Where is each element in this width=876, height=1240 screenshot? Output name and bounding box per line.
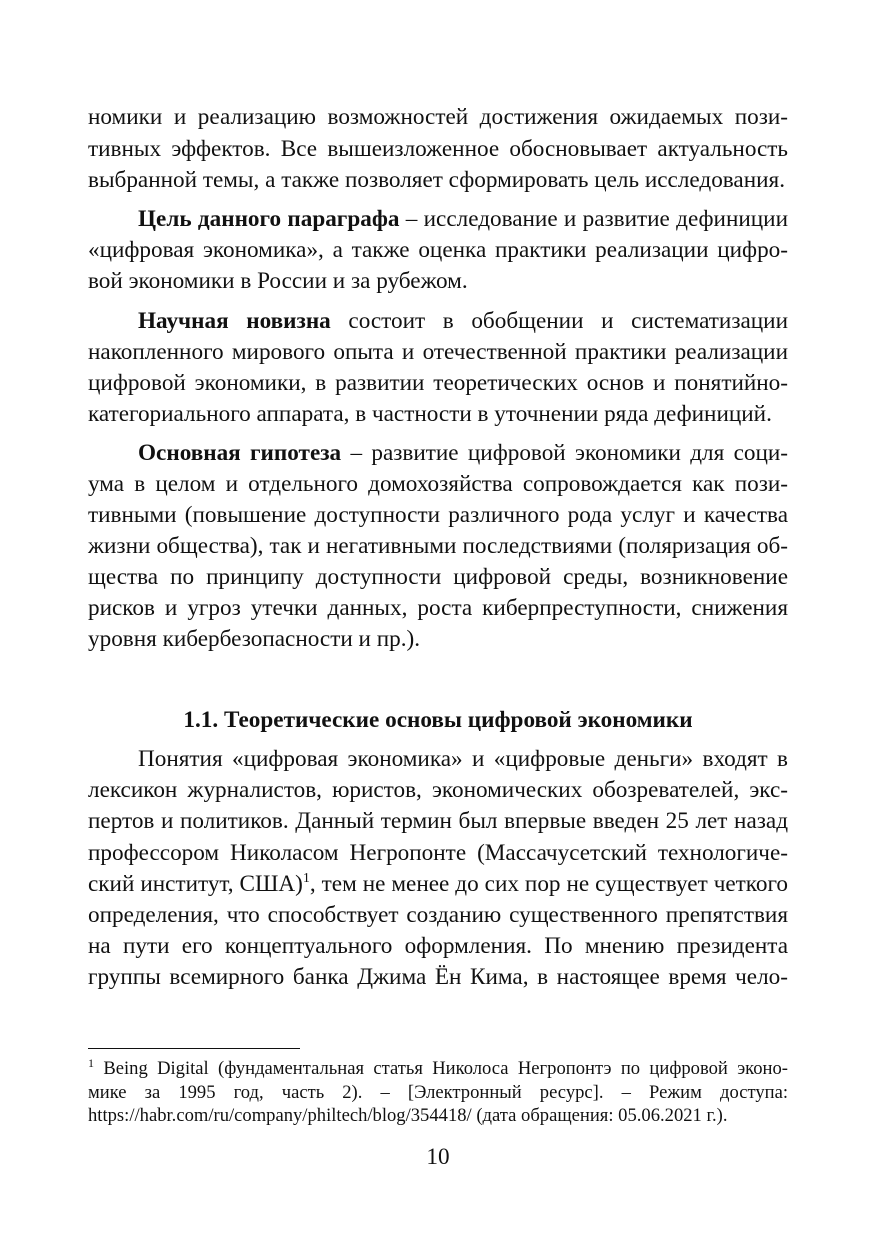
paragraph-line: цифровой экономики, в развитии теоретических основ и понятийно-	[88, 370, 788, 396]
paragraph-line: на пути его концептуального оформления. По мнению президента	[88, 933, 788, 959]
paragraph-line: лексикон журналистов, юристов, экономических обозревателей, экс-	[88, 777, 788, 803]
page-number: 10	[426, 1144, 450, 1170]
hypothesis-term: Основная гипотеза	[138, 440, 342, 466]
paragraph-goal-first-line	[138, 204, 788, 234]
footnote-mark: 1	[88, 1056, 94, 1070]
paragraph-hypothesis-first-line	[138, 438, 788, 468]
goal-term: Цель данного параграфа	[138, 206, 400, 232]
paragraph-line: тивными (повышение доступности различного рода услуг и качества	[88, 502, 788, 528]
paragraph-line: Понятия «цифровая экономика» и «цифровые деньги» входят в	[138, 746, 788, 772]
paragraph-line: накопленного мирового опыта и отечественной практики реализации	[88, 339, 788, 365]
paragraph-novelty-first-line	[138, 306, 788, 336]
document-page	[88, 0, 788, 1240]
paragraph-line: тивных эффектов. Все вышеизложенное обосновывает актуальность	[88, 136, 788, 162]
paragraph-line: уровня кибербезопасности и пр.).	[88, 626, 421, 652]
paragraph-line: вой экономики в России и за рубежом.	[88, 268, 468, 294]
paragraph-line: выбранной темы, а также позволяет сформировать цель исследования.	[88, 167, 786, 193]
footnote-reference[interactable]: 1	[302, 871, 310, 886]
footnote-text: Being Digital (фундаментальная статья Николоса Негропонтэ по цифровой эконо-	[94, 1058, 788, 1079]
paragraph-line: пертов и политиков. Данный термин был впервые введен 25 лет назад	[88, 808, 788, 834]
novelty-text: состоит в обобщении и систематизации	[330, 308, 788, 334]
paragraph-line: номики и реализацию возможностей достижения ожидаемых пози-	[88, 104, 788, 130]
footnote-url-line[interactable]: https://habr.com/ru/company/philtech/blog/354418/ (дата обращения: 05.06.2021 г.).	[88, 1105, 728, 1126]
footnote-line: мике за 1995 год, часть 2). – [Электронный ресурс]. – Режим доступа:	[88, 1082, 788, 1103]
paragraph-line: группы всемирного банка Джима Ён Кима, в настоящее время чело-	[88, 964, 788, 990]
paragraph-line: рисков и угроз утечки данных, роста киберпреступности, снижения	[88, 595, 788, 621]
novelty-term: Научная новизна	[138, 308, 331, 334]
paragraph-line: профессором Николасом Негропонте (Массачусетский технологиче-	[88, 840, 788, 866]
paragraph-line: жизни общества), так и негативными последствиями (поляризация об-	[88, 533, 788, 559]
footnote-separator	[88, 1048, 300, 1049]
paragraph-line: щества по принципу доступности цифровой среды, возникновение	[88, 564, 788, 590]
paragraph-line-with-footnote	[88, 869, 788, 899]
paragraph-line: «цифровая экономика», а также оценка практики реализации цифро-	[88, 237, 788, 263]
footnote-line-before: ский институт, США)	[88, 871, 303, 897]
paragraph-line: ума в целом и отдельного домохозяйства сопровождается как пози-	[88, 471, 788, 497]
paragraph-line: категориального аппарата, в частности в уточнении ряда дефиниций.	[88, 401, 772, 427]
footnote-line	[88, 1058, 788, 1080]
hypothesis-text: – развитие цифровой экономики для соци-	[341, 440, 788, 466]
goal-text: – исследование и развитие дефиниции	[399, 206, 788, 232]
footnote-line-after: , тем не менее до сих пор не существует четкого	[309, 871, 788, 897]
paragraph-line: определения, что способствует созданию существенного препятствия	[88, 902, 788, 928]
section-heading: 1.1. Теоретические основы цифровой экономики	[183, 707, 693, 733]
